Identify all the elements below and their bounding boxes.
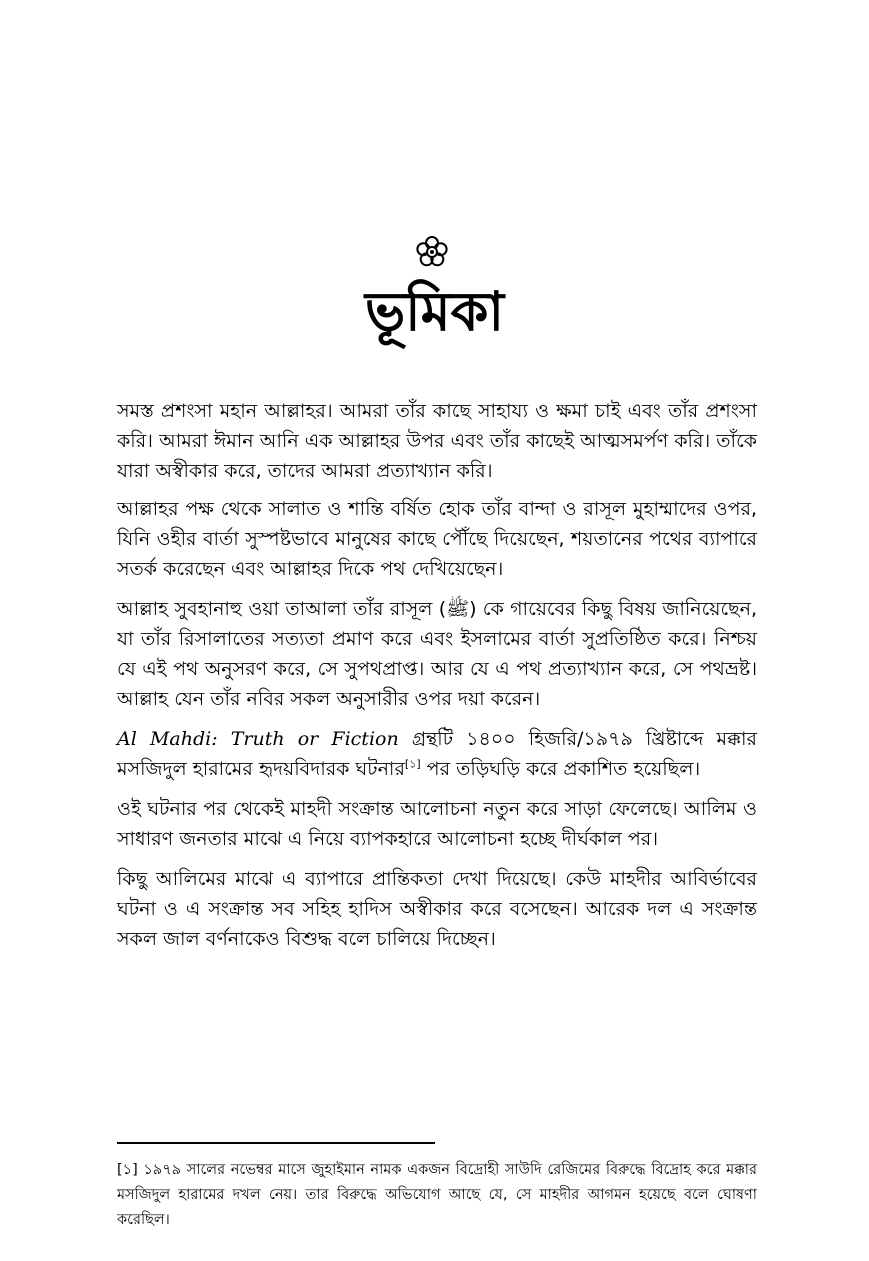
paragraph-unseen: আল্লাহ সুবহানাহু ওয়া তাআলা তাঁর রাসূল (ﷺ) কে গায়েবের কিছু বিষয় জানিয়েছেন, যা তাঁর রিসালাতের সত্যতা প্রমাণ করে এবং ইসলামের বার্তা সুপ্রতিষ্ঠিত করে। নিশ্চয় যে এই পথ অনুসরণ করে, সে সুপথপ্রাপ্ত। আর যে এ পথ প্রত্যাখ্যান করে, সে পথভ্রষ্ট। আল্লাহ যেন তাঁর নবির সকল অনুসারীর ওপর দয়া করেন। xyxy=(117,598,758,710)
book-title: Al Mahdi: Truth or Fiction xyxy=(117,728,399,750)
footnote-text: ১৯৭৯ সালের নভেম্বর মাসে জুহাইমান নামক একজন বিদ্রোহী সাউদি রেজিমের বিরুদ্ধে বিদ্রোহ করে মক্কার মসজিদুল হারামের দখল নেয়। তার বিরুদ্ধে অভিযোগ আছে যে, সে মাহদীর আগমন হয়েছে বলে ঘোষণা করেছিল। xyxy=(117,1162,757,1228)
footnote xyxy=(117,1158,757,1233)
book-intro-text-end: পর তড়িঘড়ি করে প্রকাশিত হয়েছিল। xyxy=(420,758,701,780)
flower-ornament-icon xyxy=(414,234,450,270)
chapter-title: ভূমিকা xyxy=(364,280,505,343)
footnote-reference[interactable]: [১] xyxy=(404,757,421,771)
paragraph-salutation: আল্লাহর পক্ষ থেকে সালাত ও শান্তি বর্ষিত হোক তাঁর বান্দা ও রাসূল মুহাম্মাদের ওপর, যিনি ওহীর বার্তা সুস্পষ্টভাবে মানুষের কাছে পৌঁছে দিয়েছেন, শয়তানের পথের ব্যাপারে সতর্ক করেছেন এবং আল্লাহর দিকে পথ দেখিয়েছেন। xyxy=(117,498,757,580)
paragraph-discussion: ওই ঘটনার পর থেকেই মাহদী সংক্রান্ত আলোচনা নতুন করে সাড়া ফেলেছে। আলিম ও সাধারণ জনতার মাঝে এ নিয়ে ব্যাপকহারে আলোচনা হচ্ছে দীর্ঘকাল পর। xyxy=(117,798,757,850)
paragraph-extremes: কিছু আলিমের মাঝে এ ব্যাপারে প্রান্তিকতা দেখা দিয়েছে। কেউ মাহদীর আবির্ভাবের ঘটনা ও এ সংক্রান্ত সব সহিহ হাদিস অস্বীকার করে বসেছেন। আরেক দল এ সংক্রান্ত সকল জাল বর্ণনাকেও বিশুদ্ধ বলে চালিয়ে দিচ্ছেন। xyxy=(117,868,757,950)
paragraph-book-intro xyxy=(117,724,757,784)
footnote-divider xyxy=(117,1142,435,1144)
body-text xyxy=(117,396,757,964)
paragraph-praise: সমস্ত প্রশংসা মহান আল্লাহর। আমরা তাঁর কাছে সাহায্য ও ক্ষমা চাই এবং তাঁর প্রশংসা করি। আমরা ঈমান আনি এক আল্লাহর উপর এবং তাঁর কাছেই আত্মসমর্পণ করি। তাঁকে যারা অস্বীকার করে, তাদের আমরা প্রত্যাখ্যান করি। xyxy=(117,400,757,482)
footnote-mark: [১] xyxy=(117,1162,138,1178)
book-intro-text: গ্রন্থটি ১৪০০ হিজরি/১৯৭৯ খ্রিষ্টাব্দে মক্কার মসজিদুল হারামের হৃদয়বিদারক ঘটনার xyxy=(117,728,757,780)
